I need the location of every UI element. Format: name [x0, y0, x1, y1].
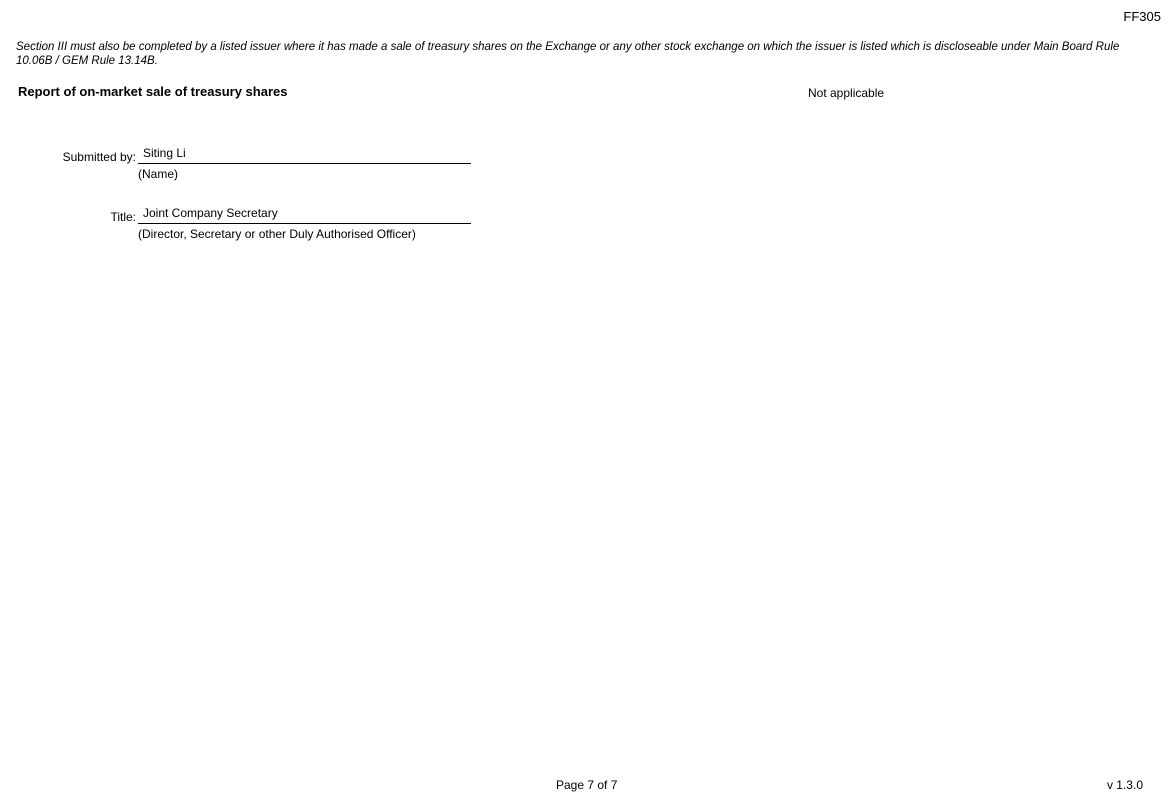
name-caption: (Name) — [138, 167, 179, 181]
page-number: Page 7 of 7 — [556, 778, 618, 792]
title-caption: (Director, Secretary or other Duly Authorised Officer) — [138, 227, 416, 241]
form-code: FF305 — [1123, 9, 1161, 24]
submitted-by-label: Submitted by: — [62, 150, 136, 164]
version-label: v 1.3.0 — [1106, 778, 1143, 792]
report-status: Not applicable — [808, 86, 885, 100]
title-field — [138, 205, 471, 224]
section-note: Section III must also be completed by a listed issuer where it has made a sale of treasury shares on the Exchange or any other stock exchange on which the issuer is listed which is discloseable under Main Board Rule 10.06B / GEM Rule 13.14B. — [16, 41, 1120, 67]
title-label: Title: — [110, 210, 136, 224]
title-value: Joint Company Secretary — [143, 206, 278, 220]
submitted-by-field — [138, 145, 471, 164]
report-title: Report of on-market sale of treasury shares — [18, 84, 288, 99]
submitted-by-value: Siting Li — [143, 146, 186, 160]
